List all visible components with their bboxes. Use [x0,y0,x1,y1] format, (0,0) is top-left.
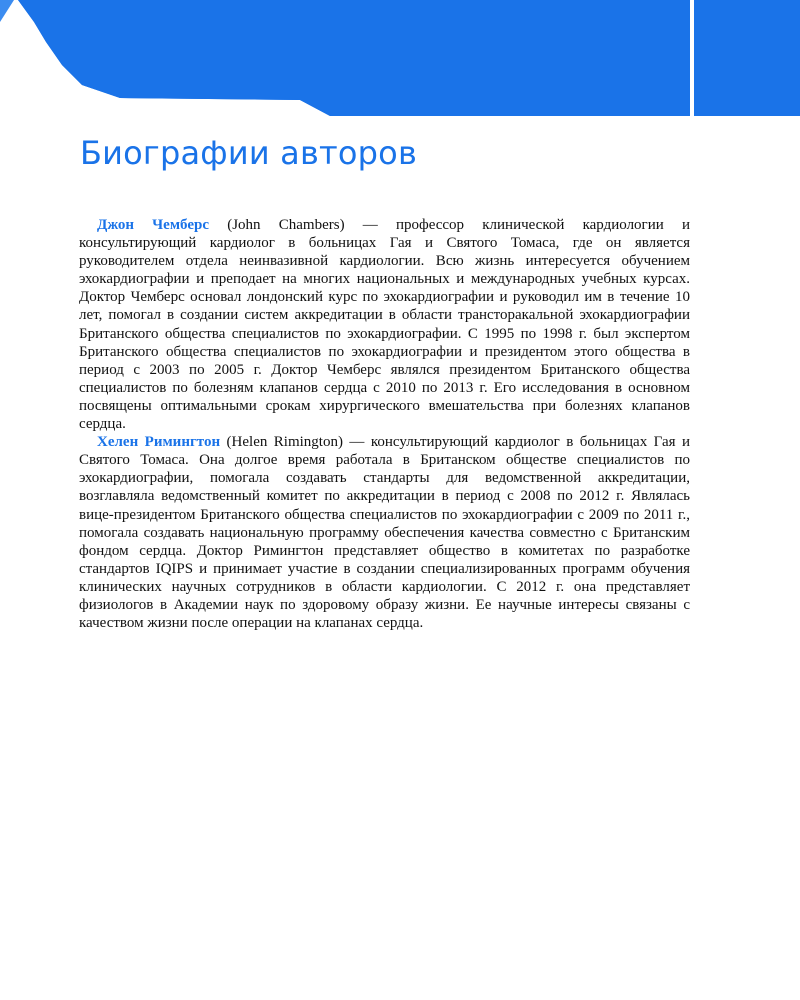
bio-paragraph-chambers [79,216,690,433]
page-title: Биографии авторов [80,134,418,172]
header-banner [0,0,800,120]
header-right-block [694,0,800,116]
author-name: Хелен Римингтон [97,434,221,451]
author-name: Джон Чемберс [97,217,210,233]
bio-text: (Helen Rimington) — консультирующий кардиолог в больницах Гая и Святого Томаса. Она долгое время работала в Британском обществе специалистов по эхокардиографии, помогала создавать стандарты для ведомственной аккредитации, возглавляла ведомственный комитет по аккредитации в период с 2008 по 2012 г. Являлась вице-президентом Британского общества специалистов по эхокардиографии с 2009 по 2011 г., помогала создавать национальную программу обеспечения качества совместно с Британским фондом сердца. Доктор Римингтон представляет общество в комитетах по разработке стандартов IQIPS и принимает участие в создании специализированных программ обучения клинических научных сотрудников в области кардиологии. С 2012 г. она представляет физиологов в Академии наук по здоровому образу жизни. Ее научные интересы связаны с качеством жизни после операции на клапанах сердца. [79,434,690,632]
header-wave-shape-main [18,0,690,116]
bio-block [79,216,690,632]
header-left-fold [0,0,14,22]
bio-text: (John Chambers) — профессор клинической кардиологии и консультирующий кардиолог в больницах Гая и Святого Томаса, где он является руководителем отдела неинвазивной кардиологии. Всю жизнь интересуется обучением эхокардиографии и преподает на многих национальных и международных учебных курсах. Доктор Чемберс основал лондонский курс по эхокардиографии и руководил им в течение 10 лет, помогал в создании систем аккредитации в области трансторакальной эхокардиографии Британского общества специалистов по эхокардиографии. С 1995 по 1998 г. был экспертом Британского общества специалистов по эхокардиографии и президентом этого общества в период с 2003 по 2005 г. Доктор Чемберс являлся президентом Британского общества специалистов по болезням клапанов сердца с 2010 по 2013 г. Его исследования в основном посвящены оптимальными срокам хирургического вмешательства при болезнях клапанов сердца. [79,217,690,433]
bio-paragraph-rimington [79,433,690,632]
